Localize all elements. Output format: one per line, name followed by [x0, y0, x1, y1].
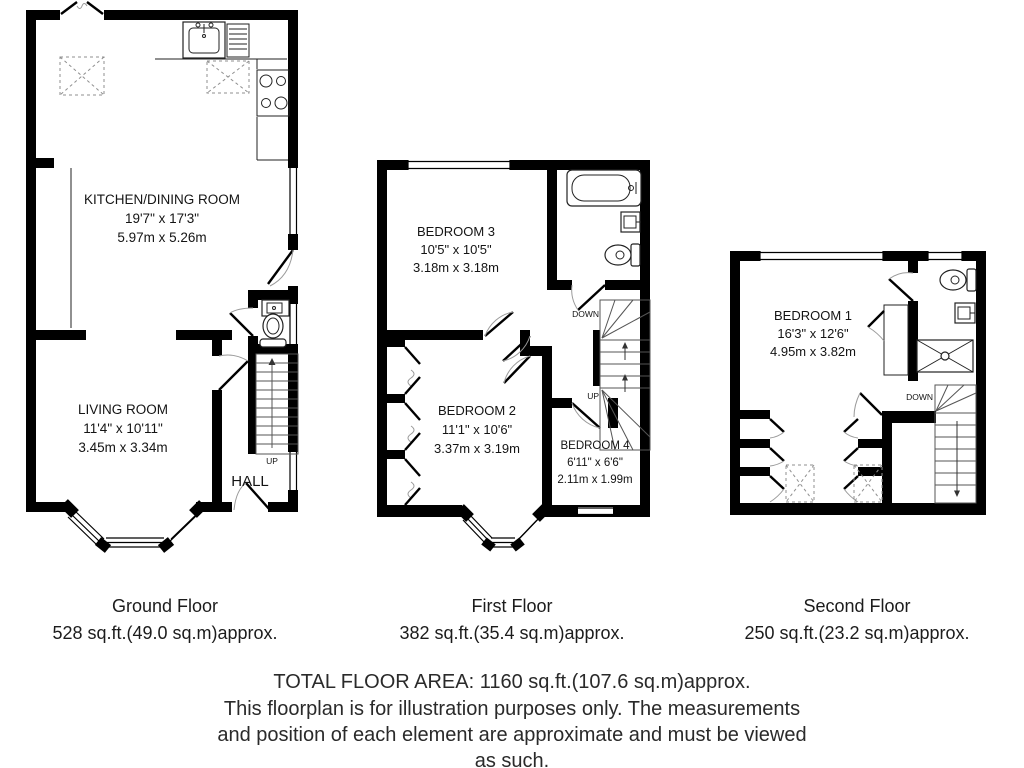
bedroom3-imperial: 10'5" x 10'5" — [420, 242, 492, 257]
bedroom4-metric: 2.11m x 1.99m — [557, 474, 633, 486]
second-sink-icon — [955, 303, 975, 323]
ground-floor-area: 528 sq.ft.(49.0 sq.m)approx. — [52, 623, 278, 643]
eaves-doors-middle — [844, 419, 858, 502]
kitchen-imperial: 19'7" x 17'3" — [124, 211, 200, 226]
second-floor-caption — [705, 593, 1009, 647]
kitchen-sink — [183, 22, 225, 58]
bedroom1-metric: 4.95m x 3.82m — [770, 344, 856, 359]
wc-sink-icon — [262, 300, 289, 316]
bedroom1-label: BEDROOM 1 — [773, 308, 853, 323]
ground-up-label: UP — [266, 456, 278, 466]
stove-icon — [257, 70, 289, 116]
first-down-label: DOWN — [572, 309, 599, 319]
hall-label: HALL — [231, 473, 269, 490]
eaves-doors-left — [770, 419, 784, 502]
second-windows — [760, 251, 962, 261]
draining-board — [227, 24, 249, 57]
bedroom3-label: BEDROOM 3 — [416, 224, 496, 239]
wc-toilet-icon — [260, 314, 286, 347]
disclaimer-line-2: and position of each element are approximate and must be viewed — [217, 724, 807, 746]
total-floor-area: TOTAL FLOOR AREA: 1160 sq.ft.(107.6 sq.m)approx. — [273, 671, 751, 693]
second-staircase — [906, 385, 976, 503]
bedroom4-door — [572, 403, 600, 428]
wc — [230, 290, 298, 354]
first-floor-area: 382 sq.ft.(35.4 sq.m)approx. — [399, 623, 625, 643]
bedroom4-label: BEDROOM 4 — [560, 440, 630, 452]
first-floor-plan — [373, 152, 658, 572]
garden-door — [61, 2, 103, 14]
living-imperial: 11'4" x 10'11" — [83, 421, 163, 436]
ground-floor-caption — [10, 593, 320, 647]
kitchen-room-label: KITCHEN/DINING ROOM — [83, 192, 241, 207]
living-room-door — [219, 355, 248, 390]
ground-floor-name: Ground Floor — [111, 596, 219, 616]
living-room-label: LIVING ROOM — [77, 402, 169, 417]
up-arrow — [269, 358, 276, 365]
disclaimer-line-3: as such. — [474, 750, 550, 768]
ground-labels — [78, 192, 269, 490]
shower-room-door — [889, 273, 913, 301]
second-down-label: DOWN — [906, 392, 933, 402]
shower-tray-icon — [917, 340, 973, 372]
kitchen-door — [268, 250, 293, 286]
landing-door — [854, 393, 882, 417]
second-toilet-icon — [940, 269, 976, 291]
bedroom2-metric: 3.37m x 3.19m — [434, 441, 520, 456]
side-window-bays — [405, 347, 420, 505]
bedroom3-metric: 3.18m x 3.18m — [413, 260, 499, 275]
second-labels — [770, 308, 856, 359]
first-floor-name: First Floor — [471, 596, 553, 616]
first-up-label: UP — [587, 391, 599, 401]
bedroom1-imperial: 16'3" x 12'6" — [777, 326, 849, 341]
bedroom2-imperial: 11'1" x 10'6" — [441, 422, 513, 437]
bedroom2-label: BEDROOM 2 — [437, 403, 517, 418]
skylight-marker — [60, 57, 249, 95]
second-walls — [730, 251, 986, 515]
disclaimer-line-1: This floorplan is for illustration purposes only. The measurements — [223, 698, 801, 720]
bathtub-icon — [567, 170, 641, 206]
kitchen-metric: 5.97m x 5.26m — [117, 230, 207, 245]
living-metric: 3.45m x 3.34m — [78, 440, 168, 455]
closet — [868, 305, 908, 375]
second-floor-area: 250 sq.ft.(23.2 sq.m)approx. — [744, 623, 970, 643]
second-floor-name: Second Floor — [803, 596, 911, 616]
bay-window — [64, 503, 203, 549]
bath-sink-icon — [621, 212, 641, 232]
second-floor-plan — [726, 243, 994, 528]
bedroom4-imperial: 6'11" x 6'6" — [567, 457, 623, 469]
first-floor-caption — [362, 593, 662, 647]
ground-floor-plan — [10, 0, 310, 575]
bath-toilet-icon — [605, 244, 640, 266]
first-bay-window — [460, 508, 546, 548]
